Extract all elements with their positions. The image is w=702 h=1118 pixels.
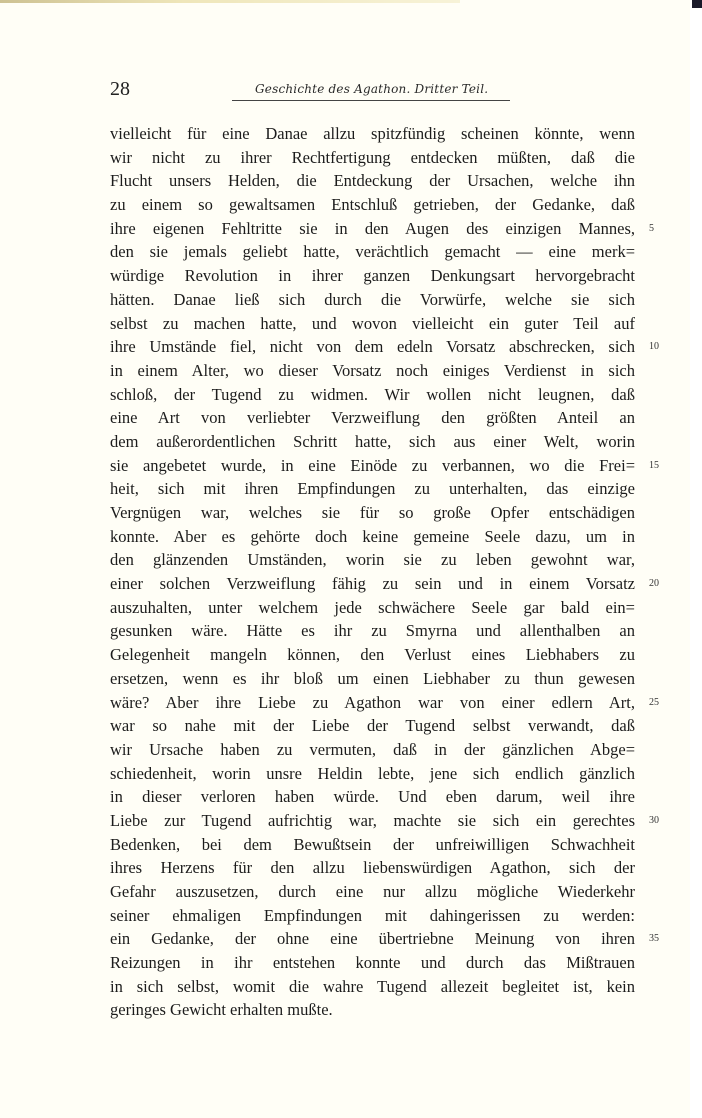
text-line <box>110 406 635 430</box>
line-text: ihre Umstände fiel, nicht von dem edeln Vorsatz abschrecken, sich <box>110 337 635 357</box>
line-text: heit, sich mit ihren Empfindungen zu unterhalten, das einzige <box>110 479 635 499</box>
line-text: hätten. Danae ließ sich durch die Vorwürfe, welche sie sich <box>110 289 635 309</box>
line-text: Flucht unsers Helden, die Entdeckung der Ursachen, welche ihn <box>110 171 635 191</box>
text-line <box>110 240 635 264</box>
line-number: 20 <box>649 578 659 590</box>
line-text: wir Ursache haben zu vermuten, daß in der gänzlichen Abge= <box>110 739 635 759</box>
running-head: Geschichte des Agathon. Dritter Teil. <box>255 82 489 96</box>
line-text: dem außerordentlichen Schritt hatte, sich aus einer Welt, worin <box>110 431 635 451</box>
text-line <box>110 146 635 170</box>
text-line <box>110 383 635 407</box>
line-text: in dieser verloren haben würde. Und eben darum, weil ihre <box>110 787 635 807</box>
line-text: einer solchen Verzweiflung fähig zu sein und in einem Vorsatz <box>110 574 635 594</box>
page-number: 28 <box>110 78 130 100</box>
line-text: Reizungen in ihr entstehen konnte und durch das Mißtrauen <box>110 953 635 973</box>
text-line <box>110 312 635 336</box>
text-line <box>110 169 635 193</box>
text-line <box>110 430 635 454</box>
page-header <box>110 78 560 100</box>
line-number: 15 <box>649 459 659 471</box>
text-line <box>110 785 635 809</box>
line-number: 10 <box>649 341 659 353</box>
scan-corner-mark <box>692 0 702 8</box>
text-line <box>110 714 635 738</box>
text-line <box>110 951 635 975</box>
text-line <box>110 667 635 691</box>
text-line <box>110 809 659 833</box>
line-text: auszuhalten, unter welchem jede schwächere Seele gar bald ein= <box>110 597 635 617</box>
text-line <box>110 572 659 596</box>
text-line <box>110 596 635 620</box>
line-text: gesunken wäre. Hätte es ihr zu Smyrna und allenthalben an <box>110 621 635 641</box>
page-top-edge <box>0 0 460 3</box>
text-line <box>110 975 635 999</box>
line-text: zu einem so gewaltsamen Entschluß getrieben, der Gedanke, daß <box>110 195 635 215</box>
line-number: 25 <box>649 696 659 708</box>
text-line <box>110 548 635 572</box>
scan-margin <box>694 0 702 1118</box>
line-text: geringes Gewicht erhalten mußte. <box>110 1000 333 1020</box>
text-line <box>110 217 654 241</box>
line-text: seiner ehmaligen Empfindungen mit dahingerissen zu werden: <box>110 905 635 925</box>
header-rule <box>232 100 510 101</box>
line-text: Gefahr auszusetzen, durch eine nur allzu mögliche Wiederkehr <box>110 882 635 901</box>
text-line <box>110 525 635 549</box>
line-text: ihres Herzens für den allzu liebenswürdigen Agathon, sich der <box>110 858 635 878</box>
text-line <box>110 643 635 667</box>
line-text: Liebe zur Tugend aufrichtig war, machte sie sich ein gerechtes <box>110 810 635 830</box>
line-text: ihre eigenen Fehltritte sie in den Augen des einzigen Mannes, <box>110 218 635 238</box>
line-text: eine Art von verliebter Verzweiflung den größten Anteil an <box>110 408 635 428</box>
text-line <box>110 762 635 786</box>
text-line <box>110 856 635 880</box>
line-number: 35 <box>649 933 659 945</box>
line-number: 30 <box>649 814 659 826</box>
line-text: den sie jemals geliebt hatte, verächtlich gemacht — eine merk= <box>110 242 635 262</box>
line-text: schiedenheit, worin unsre Heldin lebte, jene sich endlich gänzlich <box>110 763 635 783</box>
line-text: ersetzen, wenn es ihr bloß um einen Liebhaber zu thun gewesen <box>110 668 635 688</box>
line-text: schloß, der Tugend zu widmen. Wir wollen nicht leugnen, daß <box>110 384 635 404</box>
line-text: Vergnügen war, welches sie für so große Opfer entschädigen <box>110 503 635 522</box>
line-number: 5 <box>649 222 654 234</box>
body-text <box>110 122 659 1022</box>
text-line <box>110 904 635 928</box>
line-text: Bedenken, bei dem Bewußtsein der unfreiwilligen Schwachheit <box>110 834 635 854</box>
line-text: in einem Alter, wo dieser Vorsatz noch einiges Verdienst in sich <box>110 360 635 380</box>
line-text: vielleicht für eine Danae allzu spitzfündig scheinen könnte, wenn <box>110 124 635 143</box>
text-line <box>110 477 635 501</box>
text-line <box>110 193 635 217</box>
text-line <box>110 288 635 312</box>
line-text: selbst zu machen hatte, und wovon vielleicht ein guter Teil auf <box>110 313 635 333</box>
line-text: den glänzenden Umständen, worin sie zu leben gewohnt war, <box>110 550 635 570</box>
line-text: wäre? Aber ihre Liebe zu Agathon war von einer edlern Art, <box>110 692 635 712</box>
text-line <box>110 880 635 904</box>
line-text: Gelegenheit mangeln können, den Verlust eines Liebhabers zu <box>110 645 635 665</box>
text-line <box>110 264 635 288</box>
line-text: war so nahe mit der Liebe der Tugend selbst verwandt, daß <box>110 716 635 736</box>
line-text: wir nicht zu ihrer Rechtfertigung entdecken müßten, daß die <box>110 147 635 167</box>
text-line <box>110 619 635 643</box>
text-line <box>110 738 635 762</box>
text-line <box>110 998 635 1022</box>
line-text: ein Gedanke, der ohne eine übertriebne Meinung von ihren <box>110 929 635 949</box>
text-line <box>110 501 635 525</box>
line-text: konnte. Aber es gehörte doch keine gemeine Seele dazu, um in <box>110 526 635 546</box>
text-line <box>110 335 659 359</box>
line-text: sie angebetet wurde, in eine Einöde zu verbannen, wo die Frei= <box>110 455 635 475</box>
text-line <box>110 359 635 383</box>
line-text: würdige Revolution in ihrer ganzen Denkungsart hervorgebracht <box>110 266 635 286</box>
text-line <box>110 691 659 715</box>
line-text: in sich selbst, womit die wahre Tugend allezeit begleitet ist, kein <box>110 976 635 996</box>
text-line <box>110 454 659 478</box>
text-line <box>110 122 635 146</box>
text-line <box>110 927 659 951</box>
text-line <box>110 833 635 857</box>
